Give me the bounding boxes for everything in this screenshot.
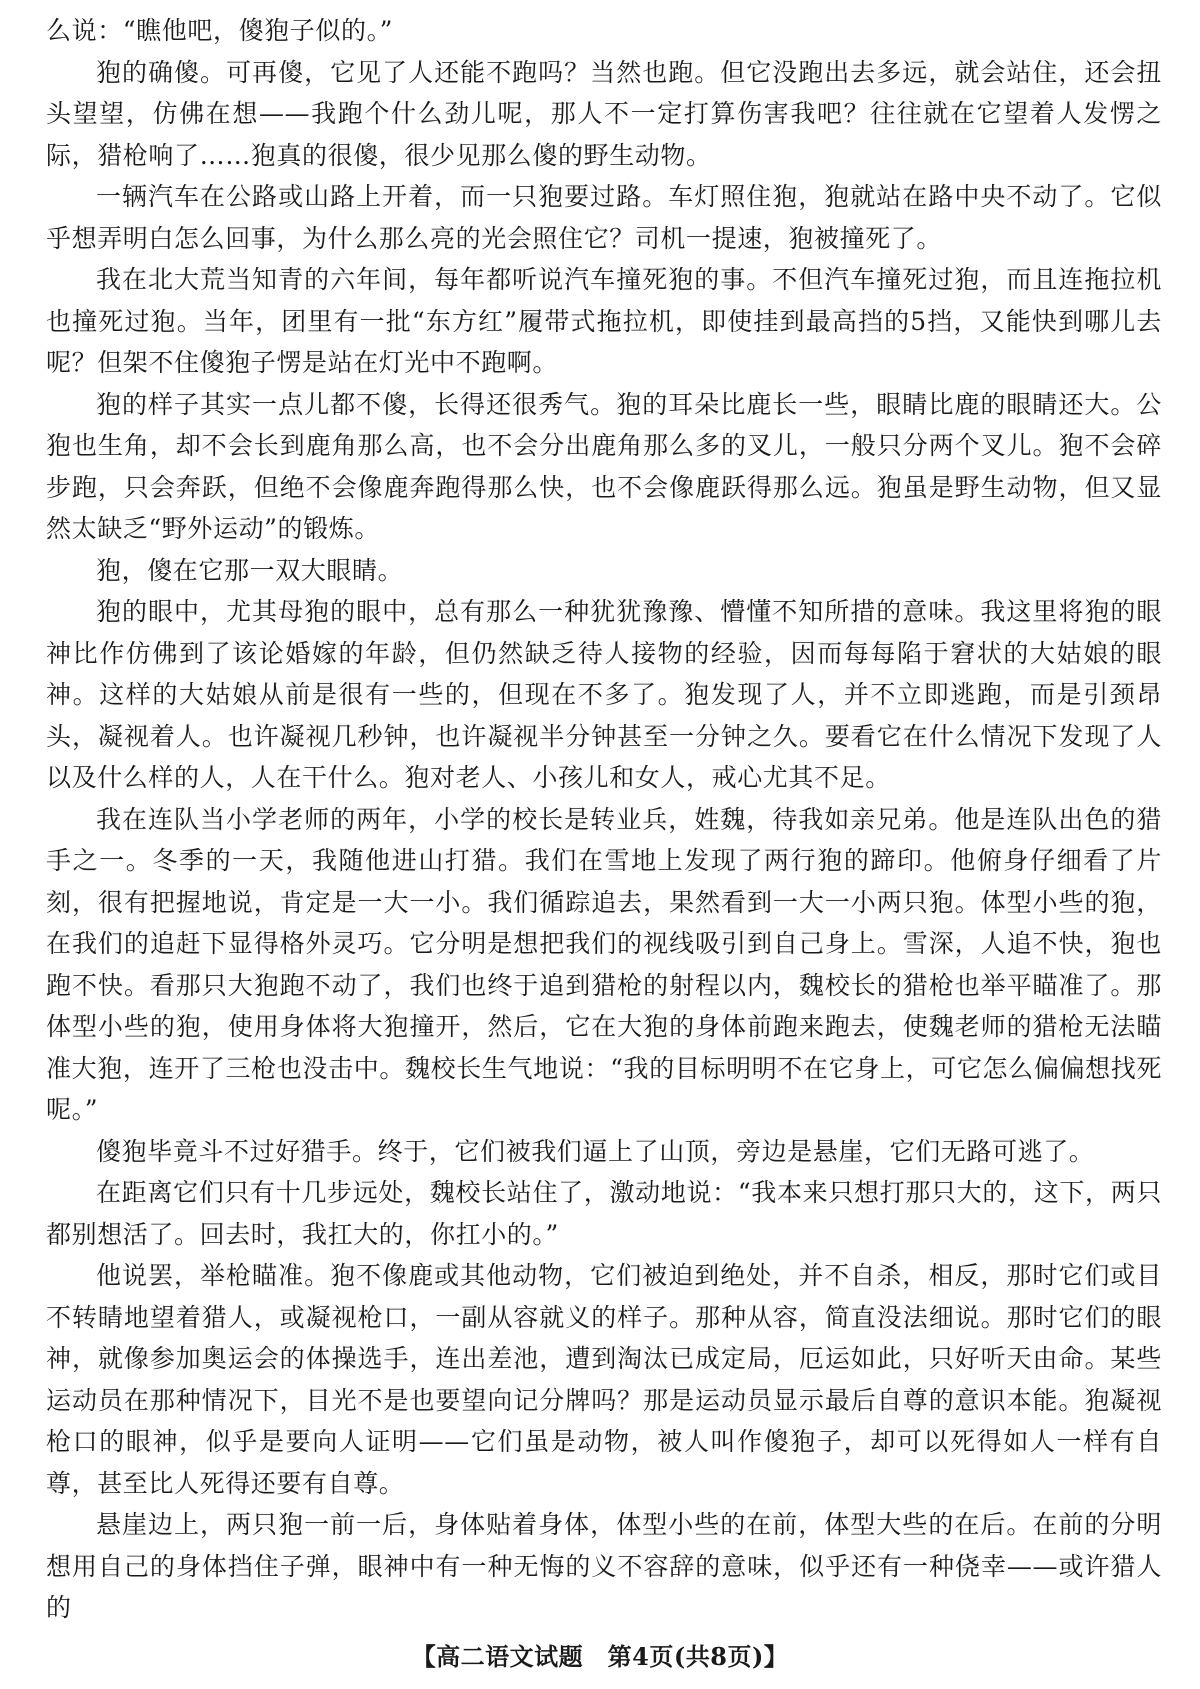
paragraph: 我在北大荒当知青的六年间，每年都听说汽车撞死狍的事。不但汽车撞死过狍，而且连拖拉机也撞死过狍。当年，团里有一批“东方红”履带式拖拉机，即使挂到最高挡的5挡，又能快到哪儿去呢？但架不住傻狍子愣是站在灯光中不跑啊。 — [46, 265, 1162, 377]
paragraph: 我在连队当小学老师的两年，小学的校长是转业兵，姓魏，待我如亲兄弟。他是连队出色的猎手之一。冬季的一天，我随他进山打猎。我们在雪地上发现了两行狍的蹄印。他俯身仔细看了片刻，很有把握地说，肯定是一大一小。我们循踪追去，果然看到一大一小两只狍。体型小些的狍，在我们的追赶下显得格外灵巧。它分明是想把我们的视线吸引到自己身上。雪深，人追不快，狍也跑不快。看那只大狍跑不动了，我们也终于追到猎枪的射程以内，魏校长的猎枪也举平瞄准了。那体型小些的狍，使用身体将大狍撞开，然后，它在大狍的身体前跑来跑去，使魏老师的猎枪无法瞄准大狍，连开了三枪也没击中。魏校长生气地说：“我的目标明明不在它身上，可它怎么偏偏想找死呢。” — [46, 804, 1162, 1124]
paragraph: 狍的确傻。可再傻，它见了人还能不跑吗？当然也跑。但它没跑出去多远，就会站住，还会扭头望望，仿佛在想——我跑个什么劲儿呢，那人不一定打算伤害我吧？往往就在它望着人发愣之际，猎枪响了……狍真的很傻，很少见那么傻的野生动物。 — [46, 57, 1162, 170]
paragraph-continuation: 么说：“瞧他吧，傻狍子似的。” — [46, 16, 394, 45]
paragraph: 在距离它们只有十几步远处，魏校长站住了，激动地说：“我本来只想打那只大的，这下，两只都别想活了。回去时，我扛大的，你扛小的。” — [46, 1178, 1162, 1249]
paragraph: 狍的眼中，尤其母狍的眼中，总有那么一种犹犹豫豫、懵懂不知所措的意味。我这里将狍的眼神比作仿佛到了该论婚嫁的年龄，但仍然缺乏待人接物的经验，因而每每陷于窘状的大姑娘的眼神。这样的大姑娘从前是很有一些的，但现在不多了。狍发现了人，并不立即逃跑，而是引颈昂头，凝视着人。也许凝视几秒钟，也许凝视半分钟甚至一分钟之久。要看它在什么情况下发现了人以及什么样的人，人在干什么。狍对老人、小孩儿和女人，戒心尤其不足。 — [46, 597, 1162, 792]
paragraph: 狍的样子其实一点儿都不傻，长得还很秀气。狍的耳朵比鹿长一些，眼睛比鹿的眼睛还大。公狍也生角，却不会长到鹿角那么高，也不会分出鹿角那么多的叉儿，一般只分两个叉儿。狍不会碎步跑，只会奔跃，但绝不会像鹿奔跑得那么快，也不会像鹿跃得那么远。狍虽是野生动物，但又显然太缺乏“野外运动”的锻炼。 — [46, 389, 1162, 543]
passage-text — [46, 10, 1162, 1629]
paragraph: 他说罢，举枪瞄准。狍不像鹿或其他动物，它们被迫到绝处，并不自杀，相反，那时它们或目不转睛地望着猎人，或凝视枪口，一副从容就义的样子。那种从容，简直没法细说。那时它们的眼神，就像参加奥运会的体操选手，连出差池，遭到淘汰已成定局，厄运如此，只好听天由命。某些运动员在那种情况下，目光不是也要望向记分牌吗？那是运动员显示最后自尊的意识本能。狍凝视枪口的眼神，似乎是要向人证明——它们虽是动物，被人叫作傻狍子，却可以死得如人一样有自尊，甚至比人死得还要有自尊。 — [46, 1261, 1162, 1498]
paragraph: 一辆汽车在公路或山路上开着，而一只狍要过路。车灯照住狍，狍就站在路中央不动了。它似乎想弄明白怎么回事，为什么那么亮的光会照住它？司机一提速，狍被撞死了。 — [46, 182, 1162, 253]
paragraph: 狍，傻在它那一双大眼睛。 — [96, 555, 404, 585]
page-footer: 【高二语文试题 第4页(共8页)】 — [411, 1642, 789, 1671]
paragraph: 傻狍毕竟斗不过好猎手。终于，它们被我们逼上了山顶，旁边是悬崖，它们无路可逃了。 — [96, 1136, 1095, 1166]
paragraph: 悬崖边上，两只狍一前一后，身体贴着身体，体型小些的在前，体型大些的在后。在前的分明想用自己的身体挡住子弹，眼神中有一种无悔的义不容辞的意味，似乎还有一种侥幸——或许猎人的 — [46, 1510, 1162, 1622]
